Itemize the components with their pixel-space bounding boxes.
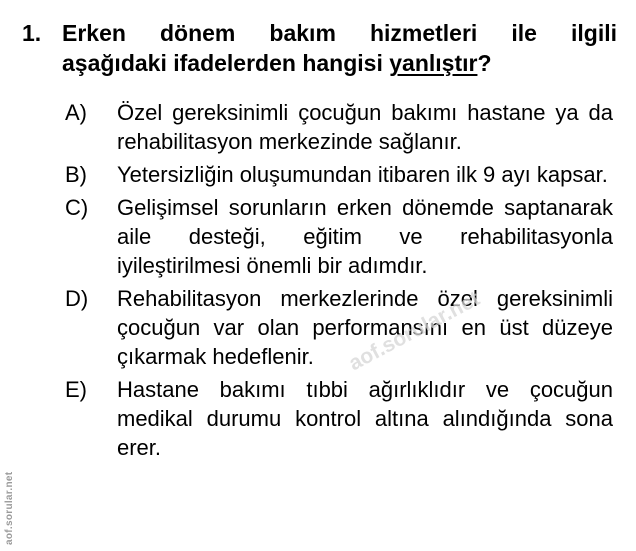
question-stem-emphasis: yanlıştır <box>389 50 478 76</box>
question-number: 1. <box>22 20 42 46</box>
diagonal-watermark: aof.sorular.net <box>345 287 484 376</box>
options-list <box>65 98 613 466</box>
question-stem-line1: Erken dönem bakım hizmetleri ile ilgili <box>62 20 617 46</box>
question-stem-line2: aşağıdaki ifadelerden hangisi <box>62 50 390 76</box>
option-a[interactable] <box>65 98 613 156</box>
option-a-letter: A) <box>65 100 87 125</box>
option-b[interactable] <box>65 160 613 189</box>
option-c-letter: C) <box>65 195 89 220</box>
side-watermark: aof.sorular.net <box>4 471 15 545</box>
option-a-text: Özel gereksinimli çocuğun bakımı hastane ya da rehabilitasyon merkezinde sağlanır. <box>117 100 613 154</box>
question-block <box>22 18 620 78</box>
option-b-text: Yetersizliğin oluşumundan itibaren ilk 9 ayı kapsar. <box>117 162 608 187</box>
option-e[interactable] <box>65 375 613 462</box>
question-stem <box>62 18 617 78</box>
option-c-text: Gelişimsel sorunların erken dönemde saptanarak aile desteği, eğitim ve rehabilitasyonla iyileştirilmesi önemli bir adımdır. <box>117 195 613 278</box>
option-d-letter: D) <box>65 286 89 311</box>
question-stem-end: ? <box>477 50 492 76</box>
option-c[interactable] <box>65 193 613 280</box>
option-b-letter: B) <box>65 162 87 187</box>
option-d-text: Rehabilitasyon merkezlerinde özel gereksinimli çocuğun var olan performansını en üst düzeye çıkarmak hedeflenir. <box>117 286 613 369</box>
question-header <box>22 18 620 78</box>
option-e-letter: E) <box>65 377 87 402</box>
option-d[interactable] <box>65 284 613 371</box>
option-e-text: Hastane bakımı tıbbi ağırlıklıdır ve çocuğun medikal durumu kontrol altına alındığında sona erer. <box>117 377 613 460</box>
